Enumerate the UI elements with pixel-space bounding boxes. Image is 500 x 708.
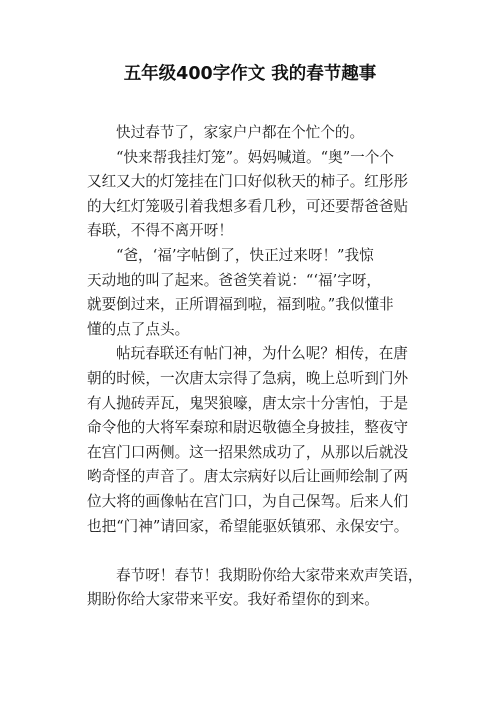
text-line: 在宫门口两侧。这一招果然成功了，从那以后就没 [87, 443, 409, 461]
text-line: 帖玩春联还有帖门神，为什么呢？相传，在唐 [116, 345, 408, 363]
text-line: 天动地的叫了起来。爸爸笑着说：“‘福’字呀， [87, 271, 382, 289]
paragraph-gap [87, 539, 423, 564]
text-line: 懂的点了点头。 [87, 320, 190, 338]
text-line: 春联，不得不离开呀！ [87, 222, 233, 240]
text-line: 朝的时候，一次唐太宗得了急病，晚上总听到门外 [87, 369, 409, 387]
document-body [87, 121, 423, 613]
text-line: 有人抛砖弄瓦，鬼哭狼嚎，唐太宗十分害怕，于是 [87, 394, 409, 412]
paragraph [87, 121, 423, 146]
text-line: 哟奇怪的声音了。唐太宗病好以后让画师绘制了两 [87, 468, 409, 486]
paragraph [87, 146, 423, 244]
text-line: 的大红灯笼吸引着我想多看几秒，可还要帮爸爸贴 [87, 197, 409, 215]
text-line: “爸，‘福’字帖倒了，快正过来呀！”我惊 [116, 246, 374, 264]
text-line: 春节呀！春节！我期盼你给大家带来欢声笑语， [116, 566, 423, 584]
text-line: 快过春节了，家家户户都在个忙个的。 [116, 124, 365, 141]
text-line: “快来帮我挂灯笼”。妈妈喊道。“奥”一个个 [116, 148, 394, 166]
text-line: 期盼你给大家带来平安。我好希望你的到来。 [87, 591, 379, 609]
text-line: 又红又大的灯笼挂在门口好似秋天的柿子。红彤彤 [87, 173, 409, 191]
text-line: 也把“门神”请回家，希望能驱妖镇邪、永保安宁。 [87, 517, 409, 535]
text-line: 命令他的大将军秦琼和尉迟敬德全身披挂，整夜守 [87, 419, 409, 437]
text-line: 就要倒过来，正所谓福到啦，福到啦。”我似懂非 [87, 296, 394, 314]
paragraph [87, 342, 423, 539]
paragraph [87, 564, 423, 613]
paragraph [87, 244, 423, 342]
document-title: 五年级400字作文 我的春节趣事 [123, 64, 377, 84]
text-line: 位大将的画像帖在宫门口，为自己保驾。后来人们 [87, 492, 409, 510]
